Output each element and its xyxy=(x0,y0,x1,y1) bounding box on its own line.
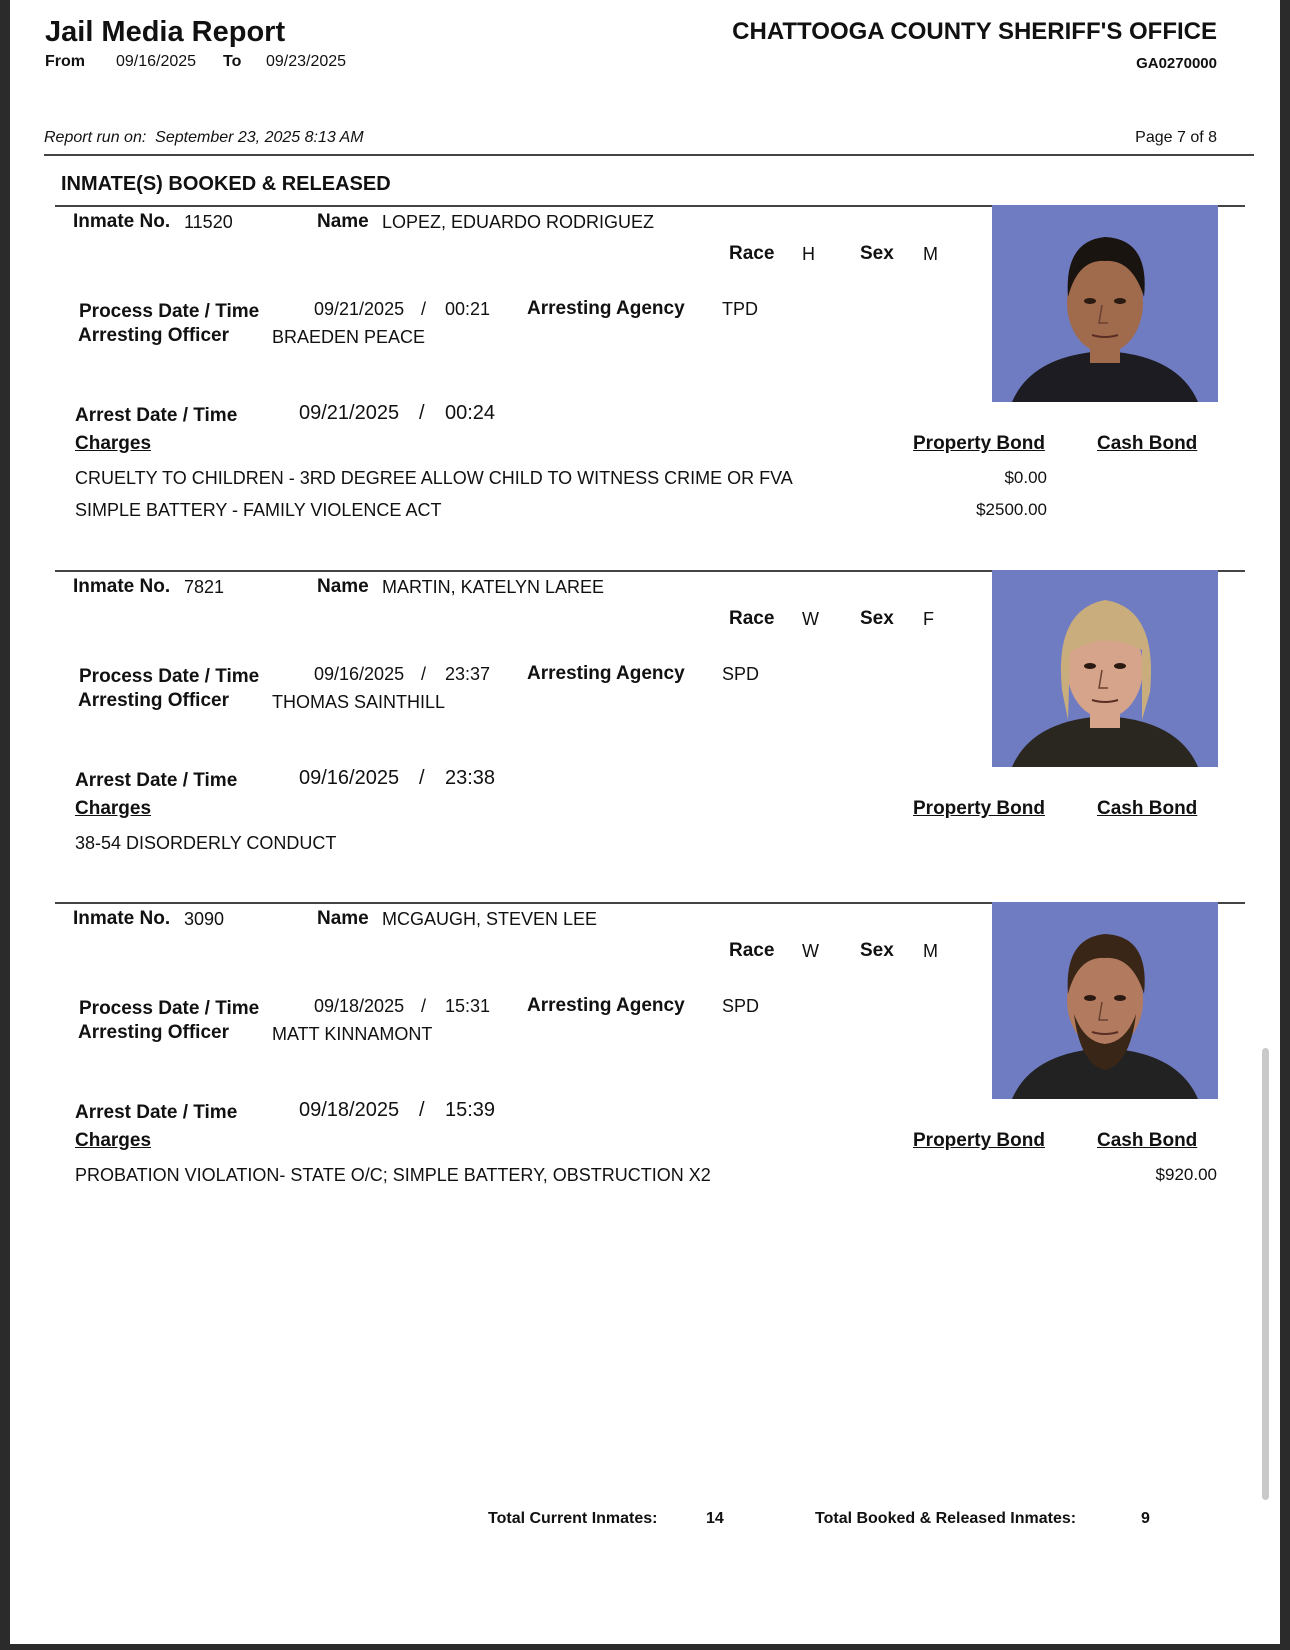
process-time: 23:37 xyxy=(445,664,491,684)
process-date: 09/21/2025 xyxy=(314,299,405,319)
charge-description: SIMPLE BATTERY - FAMILY VIOLENCE ACT xyxy=(75,500,442,520)
arrest-date: 09/18/2025 xyxy=(299,1099,400,1121)
arrest-date: 09/16/2025 xyxy=(299,767,400,789)
mugshot-photo xyxy=(992,205,1218,402)
arrest-label: Arrest Date / Time xyxy=(75,405,238,426)
report-title: Jail Media Report xyxy=(45,16,286,48)
run-on-label: Report run on: xyxy=(44,129,147,146)
agency-value: SPD xyxy=(722,996,760,1016)
process-label: Process Date / Time xyxy=(79,666,260,687)
charges-label: Charges xyxy=(75,1130,152,1151)
officer-label: Arresting Officer xyxy=(78,1022,229,1043)
process-slash: / xyxy=(421,996,427,1016)
sex-value: F xyxy=(923,609,934,629)
sex-label: Sex xyxy=(860,940,894,961)
process-slash: / xyxy=(421,664,427,684)
agency-label: Arresting Agency xyxy=(527,995,685,1016)
from-label: From xyxy=(45,53,85,70)
sex-label: Sex xyxy=(860,243,894,264)
header-divider xyxy=(44,154,1254,156)
sex-label: Sex xyxy=(860,608,894,629)
inmate-name: MCGAUGH, STEVEN LEE xyxy=(382,909,598,929)
inmate-no: 7821 xyxy=(184,577,225,597)
to-label: To xyxy=(223,53,242,70)
process-label: Process Date / Time xyxy=(79,301,260,322)
officer-value: BRAEDEN PEACE xyxy=(272,327,426,347)
name-label: Name xyxy=(317,908,369,929)
property-bond-header: Property Bond xyxy=(913,798,1045,819)
race-value: W xyxy=(802,609,819,629)
process-label: Process Date / Time xyxy=(79,998,260,1019)
total-current-value: 14 xyxy=(706,1510,724,1527)
arrest-label: Arrest Date / Time xyxy=(75,770,238,791)
from-date: 09/16/2025 xyxy=(116,53,197,70)
process-time: 15:31 xyxy=(445,996,491,1016)
page-number: Page 7 of 8 xyxy=(1135,129,1217,146)
process-date: 09/16/2025 xyxy=(314,664,405,684)
agency-label: Arresting Agency xyxy=(527,298,685,319)
report-page xyxy=(10,0,1280,1644)
process-date: 09/18/2025 xyxy=(314,996,405,1016)
race-label: Race xyxy=(729,243,775,264)
officer-label: Arresting Officer xyxy=(78,690,229,711)
arrest-slash: / xyxy=(419,767,425,789)
inmate-no-label: Inmate No. xyxy=(73,908,171,929)
inmate-name: LOPEZ, EDUARDO RODRIGUEZ xyxy=(382,212,655,232)
arrest-time: 23:38 xyxy=(445,767,496,789)
property-bond-amount: $2500.00 xyxy=(976,500,1047,519)
total-current-label: Total Current Inmates: xyxy=(488,1510,658,1527)
charge-description: 38-54 DISORDERLY CONDUCT xyxy=(75,833,337,853)
mugshot-photo xyxy=(992,902,1218,1099)
section-title: INMATE(S) BOOKED & RELEASED xyxy=(61,173,391,195)
inmate-no-label: Inmate No. xyxy=(73,576,171,597)
race-value: H xyxy=(802,244,815,264)
mugshot-photo xyxy=(992,570,1218,767)
arrest-slash: / xyxy=(419,1099,425,1121)
report-run-on xyxy=(44,129,364,147)
property-bond-header: Property Bond xyxy=(913,1130,1045,1151)
officer-value: THOMAS SAINTHILL xyxy=(272,692,446,712)
inmate-no: 3090 xyxy=(184,909,225,929)
inmate-no: 11520 xyxy=(184,212,233,232)
race-value: W xyxy=(802,941,819,961)
process-slash: / xyxy=(421,299,427,319)
charges-label: Charges xyxy=(75,433,152,454)
charge-description: PROBATION VIOLATION- STATE O/C; SIMPLE BATTERY, OBSTRUCTION X2 xyxy=(75,1165,711,1185)
arrest-date: 09/21/2025 xyxy=(299,402,400,424)
arrest-slash: / xyxy=(419,402,425,424)
officer-value: MATT KINNAMONT xyxy=(272,1024,433,1044)
cash-bond-header: Cash Bond xyxy=(1097,798,1198,819)
name-label: Name xyxy=(317,576,369,597)
total-booked-label: Total Booked & Released Inmates: xyxy=(815,1510,1077,1527)
inmate-name: MARTIN, KATELYN LAREE xyxy=(382,577,605,597)
ori-code: GA0270000 xyxy=(1136,55,1217,72)
run-on-value: September 23, 2025 8:13 AM xyxy=(155,129,364,146)
property-bond-header: Property Bond xyxy=(913,433,1045,454)
arrest-time: 15:39 xyxy=(445,1099,496,1121)
process-time: 00:21 xyxy=(445,299,491,319)
sex-value: M xyxy=(923,244,938,264)
inmate-no-label: Inmate No. xyxy=(73,211,171,232)
agency-label: Arresting Agency xyxy=(527,663,685,684)
cash-bond-header: Cash Bond xyxy=(1097,1130,1198,1151)
charge-description: CRUELTY TO CHILDREN - 3RD DEGREE ALLOW CHILD TO WITNESS CRIME OR FVA xyxy=(75,468,793,488)
to-date: 09/23/2025 xyxy=(266,53,347,70)
charges-label: Charges xyxy=(75,798,152,819)
cash-bond-header: Cash Bond xyxy=(1097,433,1198,454)
cash-bond-amount: $920.00 xyxy=(1155,1165,1217,1184)
office-name: CHATTOOGA COUNTY SHERIFF'S OFFICE xyxy=(732,18,1217,45)
agency-value: TPD xyxy=(722,299,758,319)
arrest-time: 00:24 xyxy=(445,402,496,424)
race-label: Race xyxy=(729,608,775,629)
agency-value: SPD xyxy=(722,664,760,684)
property-bond-amount: $0.00 xyxy=(1004,468,1047,487)
total-booked-value: 9 xyxy=(1141,1510,1150,1527)
officer-label: Arresting Officer xyxy=(78,325,229,346)
name-label: Name xyxy=(317,211,369,232)
race-label: Race xyxy=(729,940,775,961)
scrollbar-thumb[interactable] xyxy=(1262,1048,1269,1500)
sex-value: M xyxy=(923,941,938,961)
arrest-label: Arrest Date / Time xyxy=(75,1102,238,1123)
